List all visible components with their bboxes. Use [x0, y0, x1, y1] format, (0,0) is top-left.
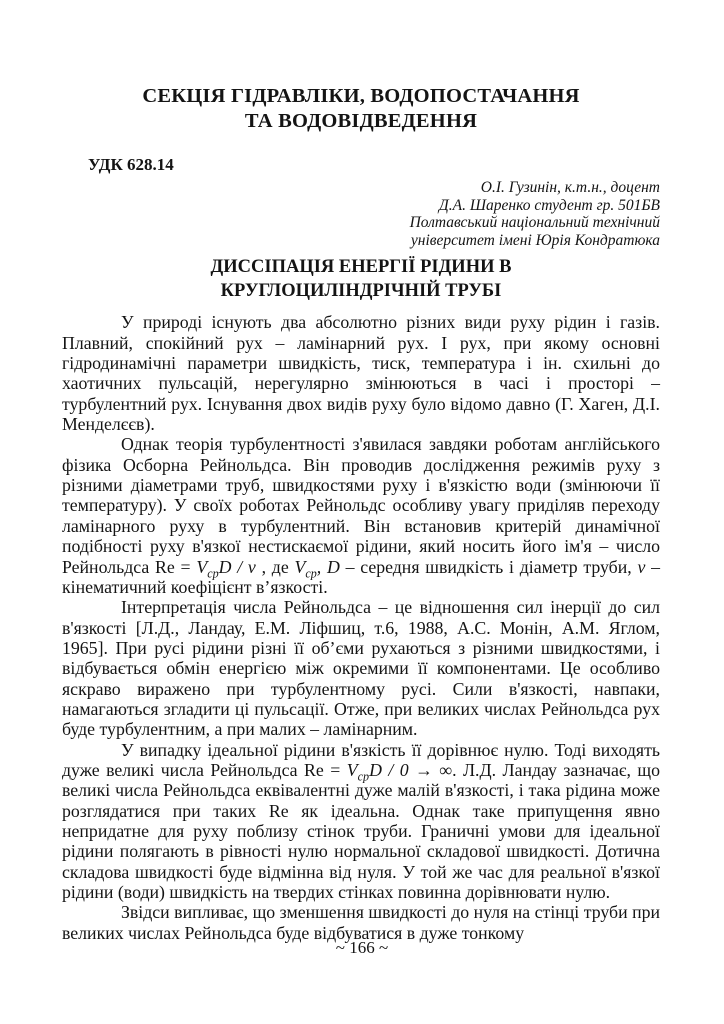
- re-symbol: [269, 801, 289, 821]
- paragraph-3: Інтерпретація числа Рейнольдса – це відношення сил інерції до сил в'язкості [Л.Д., Ландау, Е.М. Ліфшиц, т.6, 1988, А.С. Монін, А.М. Яглом, 1965]. При русі рідини різні її об’єми рухаються з різними швидкостями, і відбувається обмін енергією між окремими її компонентами. Це особливо яскраво виражено при турбулентному русі. Сили в'язкості, навпаки, намагаються згладити ці пульсації. Отже, при великих числах Рейнольдса рух буде турбулентним, а при малих – ламінарним.: [62, 597, 660, 740]
- paragraph-4: [62, 740, 660, 903]
- author-affiliation-line-2: університет імені Юрія Кондратюка: [410, 231, 660, 249]
- article-title-line1: ДИССІПАЦІЯ ЕНЕРГІЇ РІДИНИ В: [210, 257, 512, 278]
- text-run: Однак теорія турбулентності з'явилася завдяки роботам англійського фізика Осборна Рейнольдса. Він проводив дослідження режимів руху з різними діаметрами труб, швидкостями руху і в'язкістю води (змінюючи її температуру). У своїх роботах Рейнольдс особливу увагу приділяв переходу ламінарного руху в турбулентний. Він встановив критерій динамічної подібності руху в'язкої нестискаємої рідини, який носить його ім'я – число Рейнольдса: [62, 434, 660, 577]
- math-var: V: [346, 759, 358, 780]
- math-sub: cp: [305, 566, 317, 581]
- math-var: V: [294, 556, 306, 577]
- paragraph-5: Звідси випливає, що зменшення швидкості до нуля на стінці труби при великих числах Рейнольдса буде відбуватися в дуже тонкому: [62, 902, 660, 943]
- section-header-line2: ТА ВОДОВІДВЕДЕННЯ: [244, 110, 478, 132]
- math-sub: cp: [207, 566, 219, 581]
- author-block: [62, 179, 660, 249]
- text-run: У випадку ідеальної рідини в'язкість її дорівнює нулю. Тоді виходять дуже великі числа Рейнольдса: [62, 739, 660, 780]
- math-expr: D / 0 → ∞: [369, 759, 453, 780]
- text-run: . Л.Д. Ландау зазначає, що великі числа Рейнольдса еквівалентні дуже малій в'язкості, і така рідина може розглядатися при таких: [62, 759, 660, 821]
- article-title-line2: КРУГЛОЦИЛІНДРІЧНІЙ ТРУБІ: [220, 280, 502, 301]
- velocity-diameter-vars: [294, 556, 340, 581]
- author-line-1: О.І. Гузинін, к.т.н., доцент: [480, 179, 660, 196]
- math-operator: Re =: [155, 556, 197, 577]
- article-body: [62, 312, 660, 943]
- text-run: як ідеальна. Однак таке припущення явно непридатне для руху поблизу стінок труби. Граничні умови для ідеальної рідини полягають в рівності нулю нормальної складової швидкості. Дотична складова швидкості буде відмінна від нуля. У той же час для реальної в'язкої рідини (води) швидкість на твердих стінках повинна дорівнювати нулю.: [62, 800, 660, 902]
- text-run: , де: [255, 556, 295, 577]
- math-expr: , D: [316, 556, 340, 577]
- paragraph-1: У природі існують два абсолютно різних види руху рідин і газів. Плавний, спокійний рух – ламінарний рух. І рух, при якому основні гідродинамічні параметри швидкість, тиск, температура і ін. схильні до хаотичних пульсацій, нерегулярно змінюються в часі і просторі – турбулентний рух. Існування двох видів руху було відомо давно (Г. Хаген, Д.І. Менделєєв).: [62, 312, 660, 435]
- author-affiliation-line-1: Полтавський національний технічний: [409, 214, 660, 232]
- reynolds-number-formula: [155, 556, 256, 581]
- math-var: V: [196, 556, 208, 577]
- reynolds-limit-formula: [304, 759, 453, 784]
- math-operator: Re =: [304, 759, 347, 780]
- text-run: – кінематичний коефіцієнт в’язкості.: [62, 556, 660, 597]
- article-title: [62, 256, 660, 303]
- author-line-2: Д.А. Шаренко студент гр. 501БВ: [438, 196, 660, 214]
- section-header: [62, 84, 660, 134]
- math-operator: Re: [268, 800, 289, 821]
- text-run: – середня швидкість і діаметр труби,: [339, 556, 638, 577]
- udk-code: УДК 628.14: [88, 155, 174, 174]
- math-sub: cp: [357, 769, 370, 784]
- math-var: ν: [637, 556, 646, 577]
- page-number: ~ 166 ~: [335, 938, 389, 957]
- paragraph-2: [62, 434, 660, 597]
- section-header-line1: СЕКЦІЯ ГІДРАВЛІКИ, ВОДОПОСТАЧАННЯ: [142, 85, 580, 107]
- math-expr: D / ν: [218, 556, 256, 577]
